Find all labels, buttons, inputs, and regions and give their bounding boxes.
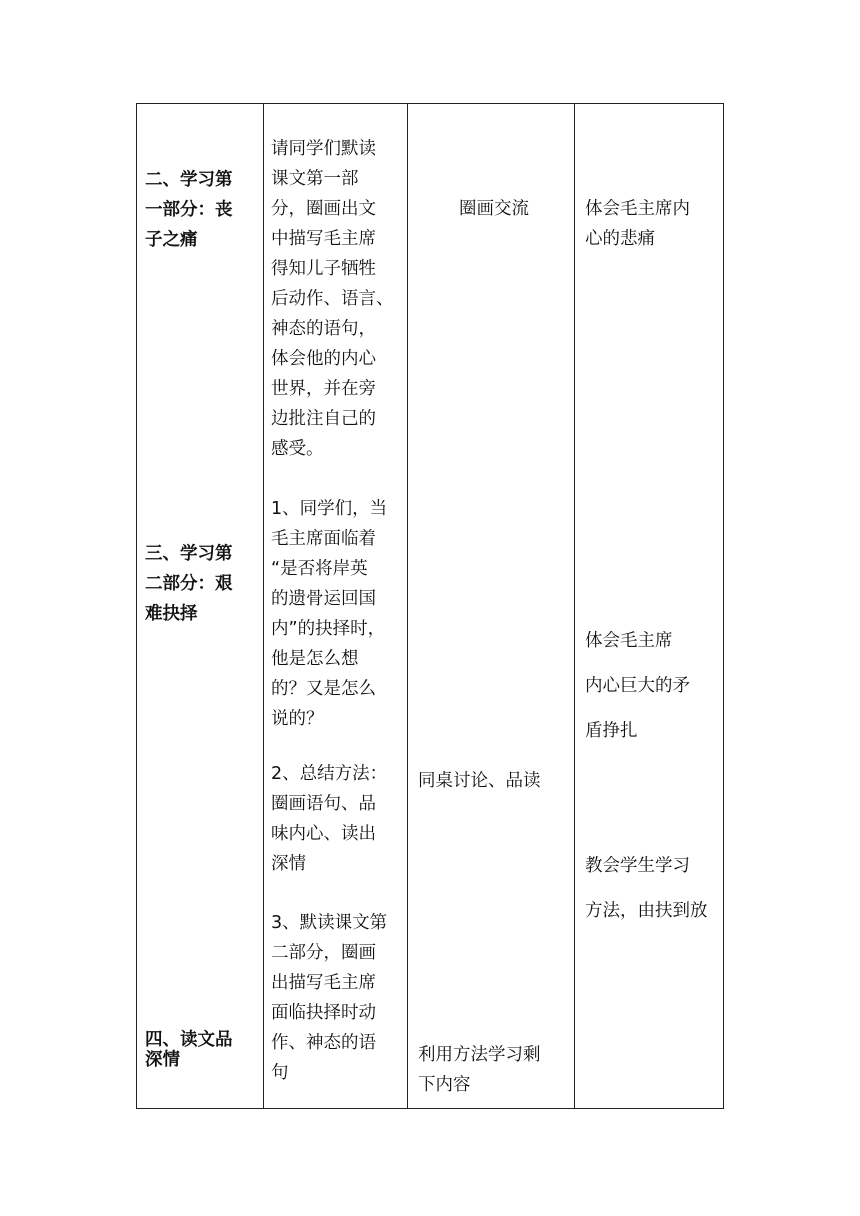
- section-two-heading: 二、学习第 一部分：丧 子之痛: [145, 170, 233, 250]
- activity-block-3: 2、总结方法： 圈画语句、品 味内心、读出 深情: [271, 764, 388, 874]
- column-divider: [263, 104, 264, 1108]
- student-activity-2: 同桌讨论、品读: [418, 771, 541, 791]
- activity-block-4: 3、默读课文第 二部分，圈画 出描写毛主席 面临抉择时动 作、神态的语 句: [271, 913, 388, 1083]
- activity-block-2: 1、同学们，当 毛主席面临着 “是否将岸英 的遗骨运回国 内”的抉择时， 他是怎么想 的？又是怎么 说的？: [271, 499, 388, 729]
- column-divider: [574, 104, 575, 1108]
- design-intent-1: 体会毛主席内 心的悲痛: [585, 199, 690, 249]
- design-intent-2: 体会毛主席 内心巨大的矛 盾挣扎: [585, 631, 690, 741]
- column-divider: [407, 104, 408, 1108]
- student-activity-1: 圈画交流: [459, 199, 529, 219]
- activity-block-1: 请同学们默读 课文第一部 分，圈画出文 中描写毛主席 得知儿子牺牲 后动作、语言、 神态的语句， 体会他的内心 世界，并在旁 边批注自己的 感受。: [271, 139, 394, 459]
- section-four-heading: 四、读文品 深情: [145, 1030, 233, 1070]
- lesson-plan-table: [136, 103, 724, 1109]
- section-three-heading: 三、学习第 二部分：艰 难抉择: [145, 544, 233, 624]
- design-intent-3: 教会学生学习 方法，由扶到放: [585, 856, 708, 921]
- student-activity-3: 利用方法学习剩 下内容: [418, 1045, 541, 1095]
